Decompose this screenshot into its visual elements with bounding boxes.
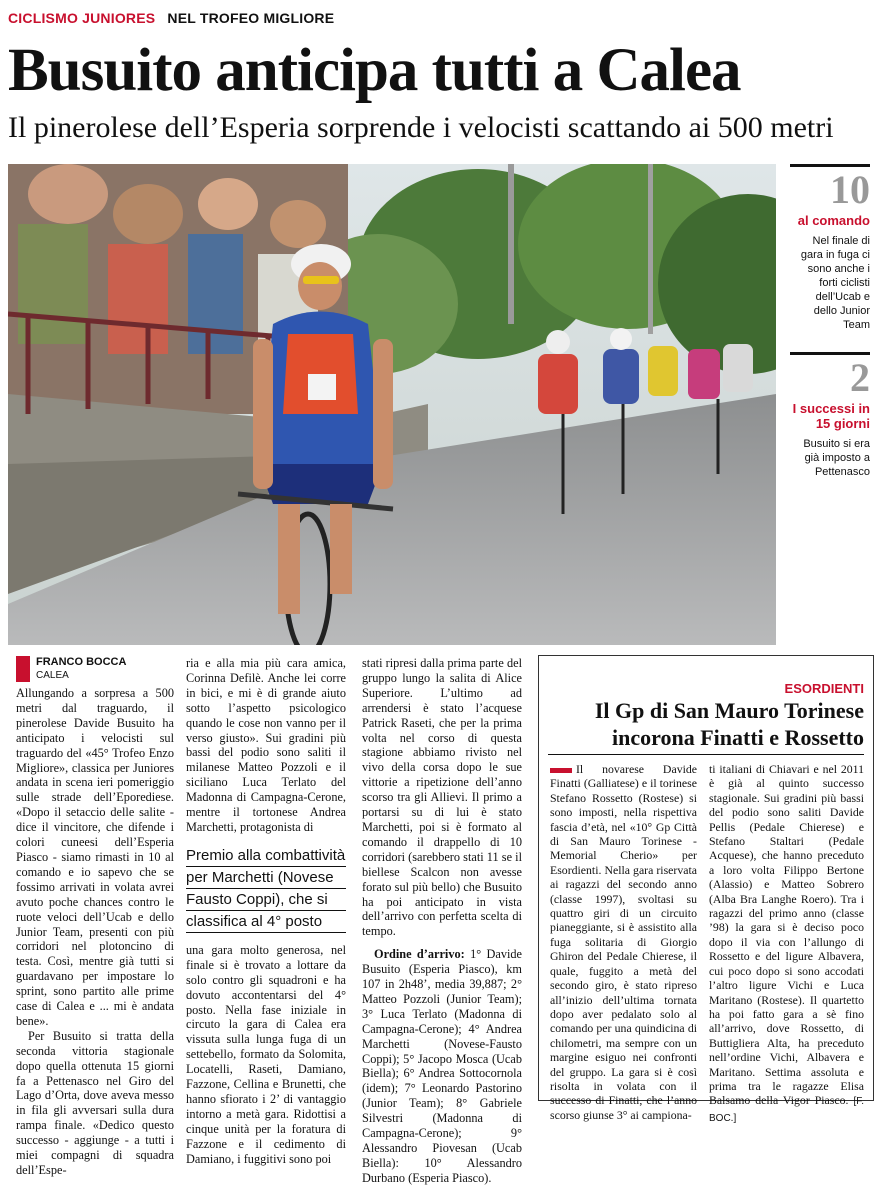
- divider: [548, 754, 864, 755]
- stat-text: Busuito si era già imposto a Pettenasco: [803, 438, 870, 478]
- article-column-3: [362, 656, 522, 1186]
- author: FRANCO BOCCA: [36, 656, 127, 668]
- stat-box-wins: [790, 352, 870, 479]
- side-story-column-1: [550, 762, 697, 1122]
- side-story-title-line: incorona Finatti e Rossetto: [612, 725, 864, 750]
- race-photo: [8, 164, 776, 645]
- event-label: NEL TROFEO MIGLIORE: [167, 10, 335, 26]
- paragraph: Allungando a sorpresa a 500 metri dal traguardo, il pinerolese Davide Busuito ha anticipato i velocisti sul traguardo del «45° Trofeo Enzo Migliore», classica per Juniores andata in scena ieri pomeriggio sulle strade dell’Eporediese. «Dopo il setaccio delle salite - dice il vincitore, che difende i colori cuneesi dell’Esperia Piasco - siamo rimasti in 10 al comando e io sapevo che se fossimo arrivati in volata avrei avuto poche chances contro le ruote veloci dell’Ucab e dello Junior Team, presenti con più corridori nel plotoncino di testa. Così, mentre già tutti si guardavano per impostare lo sprint, sono partito alle prime case di Calea e ... mi è andata bene».: [16, 686, 174, 1028]
- section-kicker: [8, 10, 334, 26]
- pull-quote-line: classifica al 4° posto: [186, 911, 346, 933]
- side-story-column-2: [709, 762, 864, 1126]
- subheadline: Il pinerolese dell’Esperia sorprende i velocisti scattando ai 500 metri: [8, 111, 834, 144]
- paragraph: ti italiani di Chiavari e nel 2011 è già al quinto successo stagionale. Sui gradini più bassi del podio sono saliti Davide Pellis (Pedale Chierese) e Stefano Staltari (Pedale Acquese), che hanno preceduto a loro volta Filippo Bertone (Alassio) e Matteo Sobrero (Alba Bra Langhe Roero). Tra i ragazzi del primo anno (classe ’98) la gara si è deciso poco dopo il via con l’allungo di Rossetto e del ligure Albavera, cui poco dopo si sono accodati l’altro ligure Vichi e Luca Maritano (Rostese). Il quartetto ha poi fatto gara a sè fino all’arrivo, dove Rossetto, di Buttigliera Alta, ha preceduto nell’ordine Vichi, Albavera e Maritano. Settima assoluta e prima tra le ragazze Elisa Balsamo della Vigor Piasco.: [709, 762, 864, 1108]
- paragraph: una gara molto generosa, nel finale si è trovato a lottare da solo contro gli squadroni e ha dovuto accontentarsi del 4° posto. Nella fase iniziale in circuto la gara di Calea era vissuta sulla lunga fuga di un settebello, formato da Solomita, Locatelli, Raseti, Damiano, Fazzone, Cellina e Brunetti, che hanno sfiorato i 2’ di vantaggio intorno a metà gara. Ridottisi a cinque unità per la foratura di Fazzone e il cedimento di Damiano, i fuggitivi sono poi: [186, 942, 346, 1166]
- red-marker: [550, 768, 572, 773]
- paragraph: Per Busuito si tratta della seconda vittoria stagionale dopo quella ottenuta 15 giorni fa a Pettenasco nel Giro del Lago d’Orta, dove aveva messo in fila gli avversari sulla dura rampa finale. «Dedico questo successo - aggiunge - a tutti i miei compagni di squadra dell’Espe-: [16, 1028, 174, 1177]
- dateline: CALEA: [36, 670, 69, 681]
- pull-quote-line: Fausto Coppi), che si: [186, 889, 346, 911]
- results-text: 1° Davide Busuito (Esperia Piasco), km 107 in 2h48’, media 39,887; 2° Matteo Pozzoli (Junior Team); 3° Luca Terlato (Madonna di Campagna-Cerone); 4° Andrea Marchetti (Novese-Fausto Coppi); 5° Jacopo Mosca (Ucab Biella); 6° Andrea Sottocornola (idem); 7° Leonardo Pastorino (Junior Team); 8° Gabriele Silvestri (Madonna di Campagna-Cerone); 9° Alessandro Piovesan (Ucab Biella): 10° Alessandro Durbano (Esperia Piasco).: [362, 947, 522, 1185]
- paragraph: stati ripresi dalla prima parte del gruppo lungo la salita di Alice Superiore. L’ultimo ad arrendersi è stato l’acquese Patrick Raseti, che per la prima volta nel corso di questa stagione abbiamo rivisto nel vivo della corsa dopo le sue vittorie a ripetizione dell’anno scorso tra gli Allievi. Il primo a portarsi su di lui è stato Marchetti, poi si è formato al comando il drappello di 10 corridori (sarebbero stati 11 se il biellese Scalcon non avesse forato sul più bello) che Busuito ha poi anticipato in vista dell’arrivo con perfetta scelta di tempo.: [362, 656, 522, 939]
- signature: [F. BOC.]: [709, 1096, 864, 1124]
- pull-quote: [186, 845, 346, 933]
- pull-quote-line: Premio alla combattività: [186, 845, 346, 867]
- stat-label: al comando: [797, 213, 870, 228]
- stat-label: I successi in 15 giorni: [792, 401, 870, 431]
- stat-number: 10: [830, 167, 870, 212]
- side-story-title-line: Il Gp di San Mauro Torinese: [594, 698, 864, 723]
- side-story-kicker: ESORDIENTI: [784, 681, 864, 696]
- stat-number: 2: [850, 355, 870, 400]
- section-label: CICLISMO JUNIORES: [8, 10, 156, 26]
- results-paragraph: [362, 947, 522, 1186]
- pull-quote-line: per Marchetti (Novese: [186, 867, 346, 889]
- paragraph: Il novarese Davide Finatti (Galliatese) e il torinese Stefano Rossetto (Rostese) si sono imposti, nella rispettiva fascia d’età, nel «10° Gp Città di San Mauro Torinese - Memorial Cherio» per Esordienti. Nella gara riservata ai ragazzi del secondo anno (classe 1997), svoltasi su quattro giri di un circuito pianeggiante, si è assistito alla fuga solitaria di Giorgio Ghiron del Pedale Chierese, il quale, fuggito a metà del secondo giro, è stato ripreso all’inizio dell’ultima tornata dopo aver pedalato solo al comando per una quindicina di chilometri, ma sempre con un margine esiguo nei confronti del gruppo. La gara si è così risolta in volata con il successo di Finatti, che l’anno scorso giunse 3° ai campiona-: [550, 762, 697, 1122]
- side-story-title: [548, 697, 864, 751]
- byline: [16, 656, 174, 682]
- stat-box-leaders: [790, 164, 870, 332]
- stat-text: Nel finale di gara in fuga ci sono anche i forti ciclisti dell’Ucab e dello Junior Team: [800, 235, 870, 331]
- paragraph: ria e alla mia più cara amica, Corinna Defilè. Anche lei corre in bici, e mi è di grande aiuto sotto l’aspetto psicologico quando le cose non vanno per il verso giusto». Sui gradini più bassi del podio sono saliti il milanese Matteo Pozzoli e il siciliano Luca Terlato del Madonna di Campagna-Cerone, mentre il tortonese Andrea Marchetti, protagonista di: [186, 656, 346, 834]
- article-column-2: [186, 656, 346, 1166]
- article-column-1: [16, 656, 174, 1178]
- headline: Busuito anticipa tutti a Calea: [8, 37, 741, 104]
- results-label: Ordine d’arrivo:: [374, 947, 465, 962]
